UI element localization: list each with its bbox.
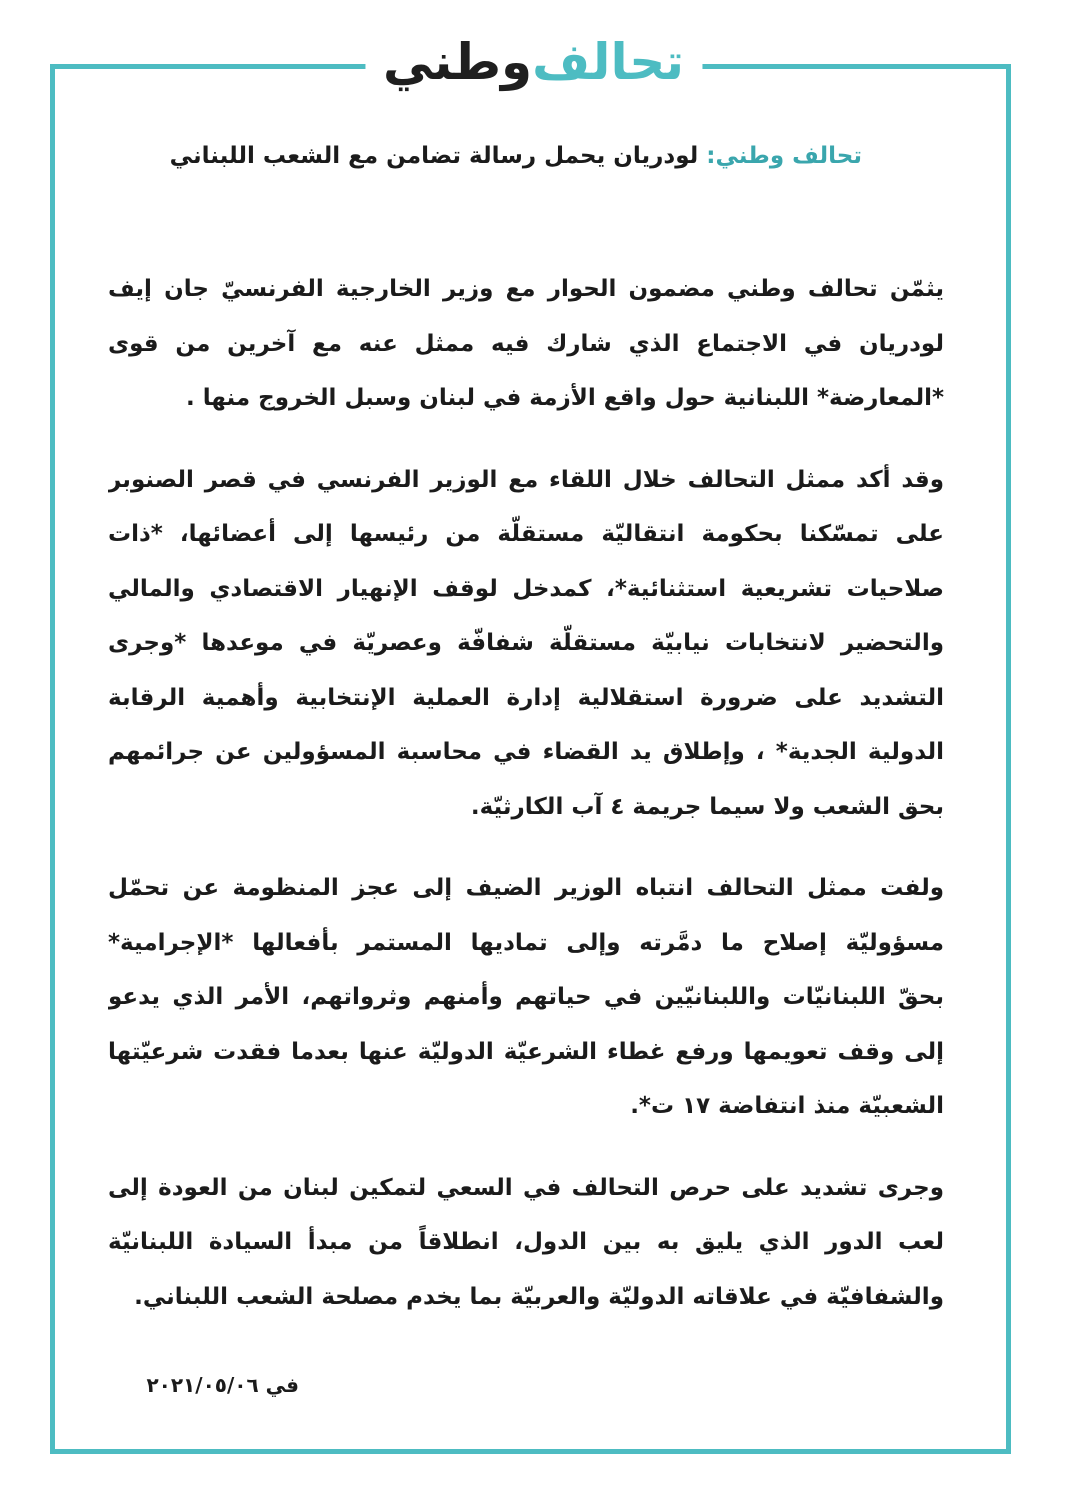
paragraph-line: لعب الدور الذي يليق به بين الدول، انطلاقاً من مبدأ السيادة اللبنانيّة (108, 1229, 944, 1255)
paragraph-line: التشديد على ضرورة استقلالية إدارة العملية الإنتخابية وأهمية الرقابة (108, 684, 944, 711)
headline-org: تحالف وطني: (706, 143, 862, 169)
paragraph-line: ولفت ممثل التحالف انتباه الوزير الضيف إلى عجز المنظومة عن تحمّل (108, 875, 944, 901)
paragraph-1 (108, 262, 944, 426)
statement-date: في ٢٠٢١/٠٥/٠٦ (146, 1373, 299, 1397)
statement-body (108, 262, 944, 1351)
paragraph-4 (108, 1161, 944, 1325)
headline-title: لودريان يحمل رسالة تضامن مع الشعب اللبناني (169, 143, 699, 169)
paragraph-line: مسؤوليّة إصلاح ما دمَّرته وإلى تماديها المستمر بأفعالها *الإجرامية* (108, 929, 944, 956)
paragraph-line: بحقّ اللبنانيّات واللبنانيّين في حياتهم وأمنهم وثرواتهم، الأمر الذي يدعو (108, 984, 944, 1010)
paragraph-line: الدولية الجدية* ، وإطلاق يد القضاء في محاسبة المسؤولين عن جرائمهم (108, 739, 944, 765)
paragraph-line: لودريان في الاجتماع الذي شارك فيه ممثل عنه مع آخرين من قوى (108, 330, 944, 357)
headline (162, 142, 862, 172)
logo-second-word: وطني (382, 33, 533, 91)
paragraph-line: والتحضير لانتخابات نيابيّة مستقلّة شفافّة وعصريّة في موعدها *وجرى (108, 630, 944, 656)
logo-first-word: تحالف (532, 33, 685, 91)
paragraph-line: وقد أكد ممثل التحالف خلال اللقاء مع الوزير الفرنسي في قصر الصنوبر (108, 466, 944, 493)
paragraph-line: وجرى تشديد على حرص التحالف في السعي لتمكين لبنان من العودة إلى (108, 1174, 944, 1201)
paragraph-2 (108, 453, 944, 835)
paragraph-line: والشفافيّة في علاقاته الدوليّة والعربيّة بما يخدم مصلحة الشعب اللبناني. (134, 1283, 944, 1310)
paragraph-line: صلاحيات تشريعية استثنائية*، كمدخل لوقف الإنهيار الاقتصادي والمالي (108, 575, 944, 602)
paragraph-line: *المعارضة* اللبنانية حول واقع الأزمة في لبنان وسبل الخروج منها . (185, 385, 944, 411)
paragraph-line: يثمّن تحالف وطني مضمون الحوار مع وزير الخارجية الفرنسيّ جان إيف (108, 276, 944, 302)
paragraph-line: إلى وقف تعويمها ورفع غطاء الشرعيّة الدوليّة عنها بعدما فقدت شرعيّتها (108, 1038, 944, 1065)
logo (365, 22, 702, 102)
paragraph-line: بحق الشعب ولا سيما جريمة ٤ آب الكارثيّة. (470, 793, 944, 820)
paragraph-line: الشعبيّة منذ انتفاضة ١٧ ت*. (630, 1093, 944, 1119)
paragraph-line: على تمسّكنا بحكومة انتقاليّة مستقلّة من رئيسها إلى أعضائها، *ذات (108, 521, 944, 547)
paragraph-3 (108, 861, 944, 1134)
